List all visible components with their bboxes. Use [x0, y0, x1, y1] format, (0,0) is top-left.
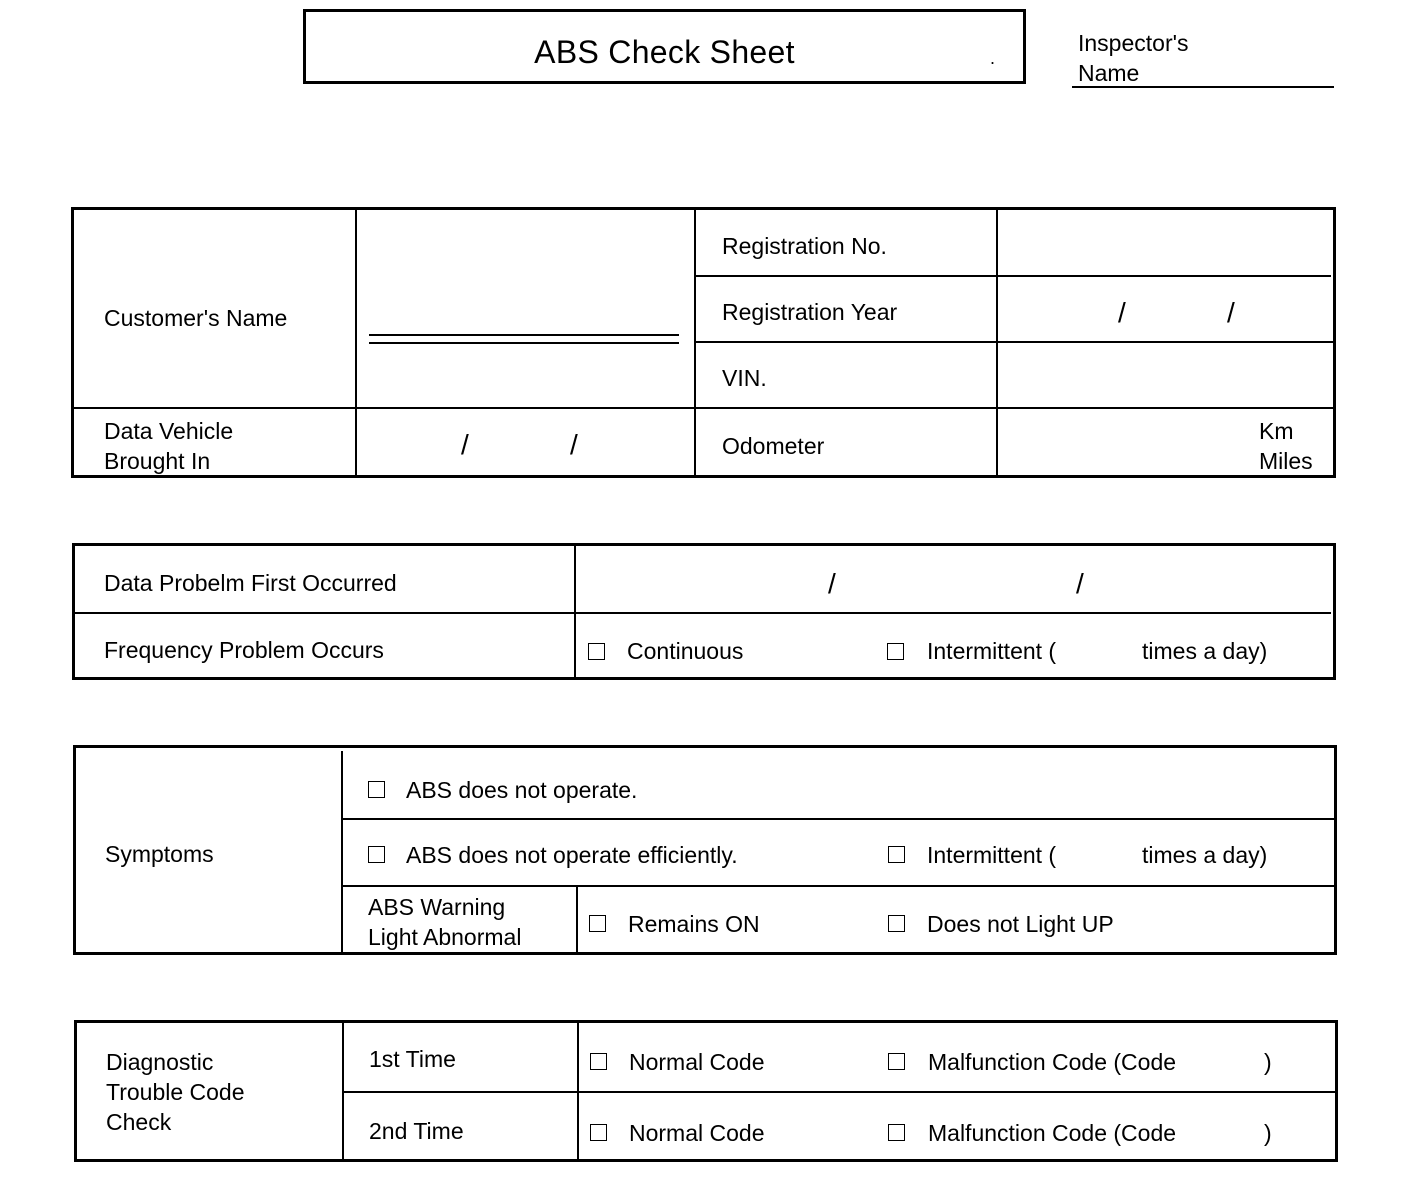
warning-light-label: [368, 892, 521, 952]
registration-no-label: Registration No.: [722, 233, 887, 259]
not-light-up-label: Does not Light UP: [927, 911, 1114, 937]
warning-line1: ABS Warning: [368, 894, 506, 920]
divider: [75, 612, 1331, 614]
first-time-label: 1st Time: [369, 1046, 456, 1072]
first-malfunction-code-checkbox[interactable]: [888, 1053, 905, 1070]
date-brought-in-field[interactable]: [357, 409, 694, 475]
date-separator: /: [1227, 297, 1235, 328]
second-close-paren: ): [1264, 1120, 1272, 1146]
date-separator: /: [570, 429, 578, 460]
inspector-label-line1: Inspector's: [1078, 30, 1189, 56]
registration-year-field[interactable]: [998, 277, 1333, 341]
inspector-name-label: [1078, 28, 1189, 88]
remains-on-checkbox[interactable]: [589, 915, 606, 932]
symptoms-label: Symptoms: [105, 841, 214, 867]
dtc-label-line3: Check: [106, 1109, 172, 1135]
date-brought-in-label: [104, 416, 233, 476]
second-normal-code-checkbox[interactable]: [590, 1124, 607, 1141]
frequency-label: Frequency Problem Occurs: [104, 637, 384, 663]
first-occurred-field[interactable]: [576, 546, 1333, 612]
divider: [576, 887, 578, 952]
date-brought-in-line2: Brought In: [104, 448, 211, 474]
inspector-name-field[interactable]: [1072, 86, 1334, 88]
divider: [342, 1091, 1335, 1093]
customer-name-label: Customer's Name: [104, 305, 288, 331]
first-normal-code-label: Normal Code: [629, 1049, 765, 1075]
dtc-label-line2: Trouble Code: [106, 1079, 245, 1105]
dtc-table: [74, 1020, 1338, 1162]
not-operate-label: ABS does not operate.: [406, 777, 638, 803]
second-malfunction-code-label: Malfunction Code (Code: [928, 1120, 1177, 1146]
customer-name-field[interactable]: [369, 334, 679, 336]
odometer-label: Odometer: [722, 433, 825, 459]
date-separator: /: [1076, 568, 1084, 599]
second-time-label: 2nd Time: [369, 1118, 464, 1144]
intermittent-checkbox[interactable]: [887, 643, 904, 660]
problem-occurrence-table: [72, 543, 1336, 680]
symptom-intermittent-checkbox[interactable]: [888, 846, 905, 863]
vin-field[interactable]: [998, 343, 1333, 407]
vehicle-info-table: [71, 207, 1336, 478]
km-label: Km: [1259, 418, 1294, 444]
page-title: ABS Check Sheet: [534, 34, 795, 70]
not-efficient-label: ABS does not operate efficiently.: [406, 842, 738, 868]
not-efficient-checkbox[interactable]: [368, 846, 385, 863]
customer-name-field-underline: [369, 342, 679, 344]
dtc-label-line1: Diagnostic: [106, 1049, 214, 1075]
continuous-checkbox[interactable]: [588, 643, 605, 660]
times-a-day-label: times a day): [1142, 638, 1268, 664]
continuous-label: Continuous: [627, 638, 744, 664]
date-brought-in-line1: Data Vehicle: [104, 418, 234, 444]
symptoms-table: [73, 745, 1337, 955]
symptom-times-a-day-label: times a day): [1142, 842, 1268, 868]
title-dot: .: [990, 48, 996, 68]
date-separator: /: [1118, 297, 1126, 328]
odometer-field[interactable]: [998, 409, 1333, 475]
inspector-label-line2: Name: [1078, 60, 1140, 86]
divider: [341, 818, 1334, 820]
first-normal-code-checkbox[interactable]: [590, 1053, 607, 1070]
vin-label: VIN.: [722, 365, 767, 391]
miles-label: Miles: [1259, 448, 1313, 474]
not-operate-checkbox[interactable]: [368, 781, 385, 798]
warning-line2: Light Abnormal: [368, 924, 522, 950]
remains-on-label: Remains ON: [628, 911, 760, 937]
registration-no-field[interactable]: [998, 210, 1333, 275]
first-malfunction-code-label: Malfunction Code (Code: [928, 1049, 1177, 1075]
dtc-label: [106, 1047, 245, 1137]
first-occurred-label: Data Probelm First Occurred: [104, 570, 397, 596]
first-close-paren: ): [1264, 1049, 1272, 1075]
divider: [341, 751, 343, 952]
second-normal-code-label: Normal Code: [629, 1120, 765, 1146]
intermittent-label: Intermittent (: [927, 638, 1057, 664]
not-light-up-checkbox[interactable]: [888, 915, 905, 932]
title-box: [303, 9, 1026, 84]
registration-year-label: Registration Year: [722, 299, 898, 325]
symptom-intermittent-label: Intermittent (: [927, 842, 1057, 868]
second-malfunction-code-checkbox[interactable]: [888, 1124, 905, 1141]
divider: [341, 885, 1334, 887]
date-separator: /: [828, 568, 836, 599]
date-separator: /: [461, 429, 469, 460]
